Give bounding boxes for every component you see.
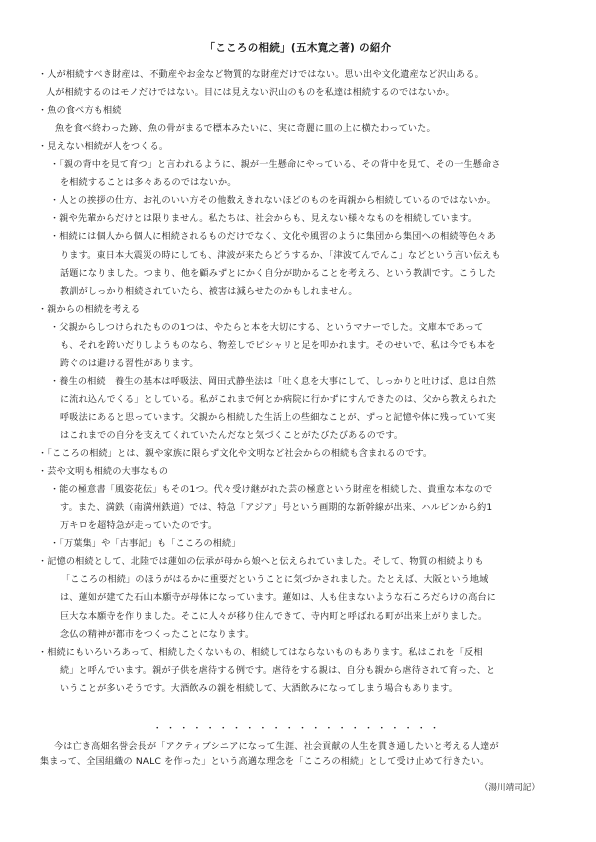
text-line: ・「万葉集」や「古事記」も「こころの相続」 bbox=[50, 539, 241, 550]
text-line: 「こころの相続」のほうがはるかに重要だということに気づかされました。たとえば、大阪という地域 bbox=[61, 575, 489, 586]
text-line: ・相続にもいろいろあって、相続したくないもの、相続してはならないものもあります。私はこれを「反相 bbox=[38, 647, 483, 658]
closing-line: 今は亡き高畑名誉会長が「アクティブシニアになって生涯、社会貢献の人生を貫き通したいと考える人達が bbox=[54, 742, 499, 752]
text-line: ・相続には個人から個人に相続されるものだけでなく、文化や風習のように集団から集団への相続等色々あ bbox=[50, 232, 496, 243]
text-line: は、蓮如が建てた石山本願寺が母体になっています。蓮如は、人も住まないような石ころだらけの高台に bbox=[60, 593, 497, 604]
text-line: 人が相続するのはモノだけではない。目には見えない沢山のものを私達は相続するのではないか。 bbox=[46, 88, 455, 99]
text-line: ・親や先輩からだけとは限りません。私たちは、社会からも、見えない様々なものを相続しています。 bbox=[50, 214, 478, 225]
text-line: ・「親の背中を見て育つ」と言われるように、親が一生懸命にやっている、その背中を見て、その一生懸命さ bbox=[50, 160, 501, 171]
text-line: す。また、満鉄（南満州鉄道）では、特急「アジア」号という画期的な新幹線が出来、ハルビンから約1 bbox=[60, 503, 493, 514]
text-line: に流れ込んでくる」としている。私がこれまで何とか病院に行かずにすんできたのは、父から教えられた bbox=[60, 394, 497, 405]
text-line: も、それを跨いだりしようものなら、物差しでピシャリと足を叩かれます。そのせいで、私は今でも本を bbox=[60, 340, 496, 351]
text-line: 教訓がしっかり相続されていたら、被害は減らせたのかもしれません。 bbox=[60, 286, 358, 297]
text-line: ・見えない相続が人をつくる。 bbox=[38, 142, 169, 153]
text-line: いうことが多いそうです。大酒飲みの親を相続して、大酒飲みになってしまう場合もあります。 bbox=[60, 683, 458, 694]
separator-dots: ・・・・・・・・・・・・・・・・・・・・・・ bbox=[152, 724, 444, 734]
text-line: 念仏の精神が都市をつくったことになります。 bbox=[60, 629, 255, 640]
text-line: 万キロを超特急が走っていたのです。 bbox=[60, 521, 218, 532]
text-line: ・人が相続すべき財産は、不動産やお金など物質的な財産だけではない。思い出や文化遺産など沢山ある。 bbox=[38, 70, 484, 80]
text-line: 呼吸法にあると思っています。父親から相続した生活上の些細なことが、ずっと記憶や体に残っていて実 bbox=[60, 412, 496, 423]
text-line: ・父親からしつけられたものの1つは、やたらと本を大切にする、というマナーでした。文庫本であって bbox=[50, 322, 484, 333]
text-line: はこれまでの自分を支えてくれていたんだなと気づくことがたびたびあるのです。 bbox=[60, 431, 404, 441]
text-line: ・芸や文明も相続の大事なもの bbox=[38, 467, 169, 478]
text-line: ・養生の相続 養生の基本は呼吸法、岡田式静坐法は「吐く息を大事にして、しっかりと吐けば、息は自然 bbox=[50, 376, 496, 387]
text-line: ・人との挨拶の仕方、お礼のいい方その他数えきれないほどのものを両親から相続しているのではないか。 bbox=[50, 196, 497, 207]
text-line: ・「こころの相続」とは、親や家族に限らず文化や文明など社会からの相続も含まれるのです。 bbox=[38, 449, 433, 460]
text-line: 続」と呼んでいます。親が子供を虐待する例です。虐待をする親は、自分も親から虐待されて育った、と bbox=[60, 665, 496, 676]
text-line: を相続することは多々あるのではないか。 bbox=[60, 178, 237, 189]
text-line: ります。東日本大震災の時にしても、津波が来たらどうするか、「津波てんでんこ」などという言い伝えも bbox=[60, 250, 501, 261]
closing-line: 集まって、全国組織の NALC を作った」という高邁な理念を「こころの相続」として受け止めて行きたい。 bbox=[40, 757, 490, 767]
document-title: 「こころの相続」(五木寛之著) の紹介 bbox=[204, 42, 392, 54]
text-line: 跨ぐのは避ける習性があります。 bbox=[60, 358, 199, 369]
text-line: 巨大な本願寺を作りました。そこに人々が移り住んできて、寺内町と呼ばれる町が出来上がりました。 bbox=[60, 611, 488, 622]
text-line: ・魚の食べ方も相続 bbox=[38, 106, 122, 117]
text-line: 話題になりました。つまり、他を顧みずとにかく自分が助かることを考えろ、という教訓です。こうした bbox=[60, 268, 497, 279]
text-line: ・能の極意書「風姿花伝」もその1つ。代々受け継がれた芸の極意という財産を相続した、貴重な本なので bbox=[50, 485, 493, 496]
text-line: 魚を食べ終わった跡、魚の骨がまるで標本みたいに、実に奇麗に皿の上に横たわっていた。 bbox=[55, 124, 436, 135]
text-line: ・親からの相続を考える bbox=[38, 304, 141, 315]
signature: （湯川靖司記） bbox=[479, 783, 540, 793]
text-line: ・記憶の相続として、北陸では蓮如の伝承が母から娘へと伝えられていました。そして、物質の相続よりも bbox=[38, 557, 484, 568]
